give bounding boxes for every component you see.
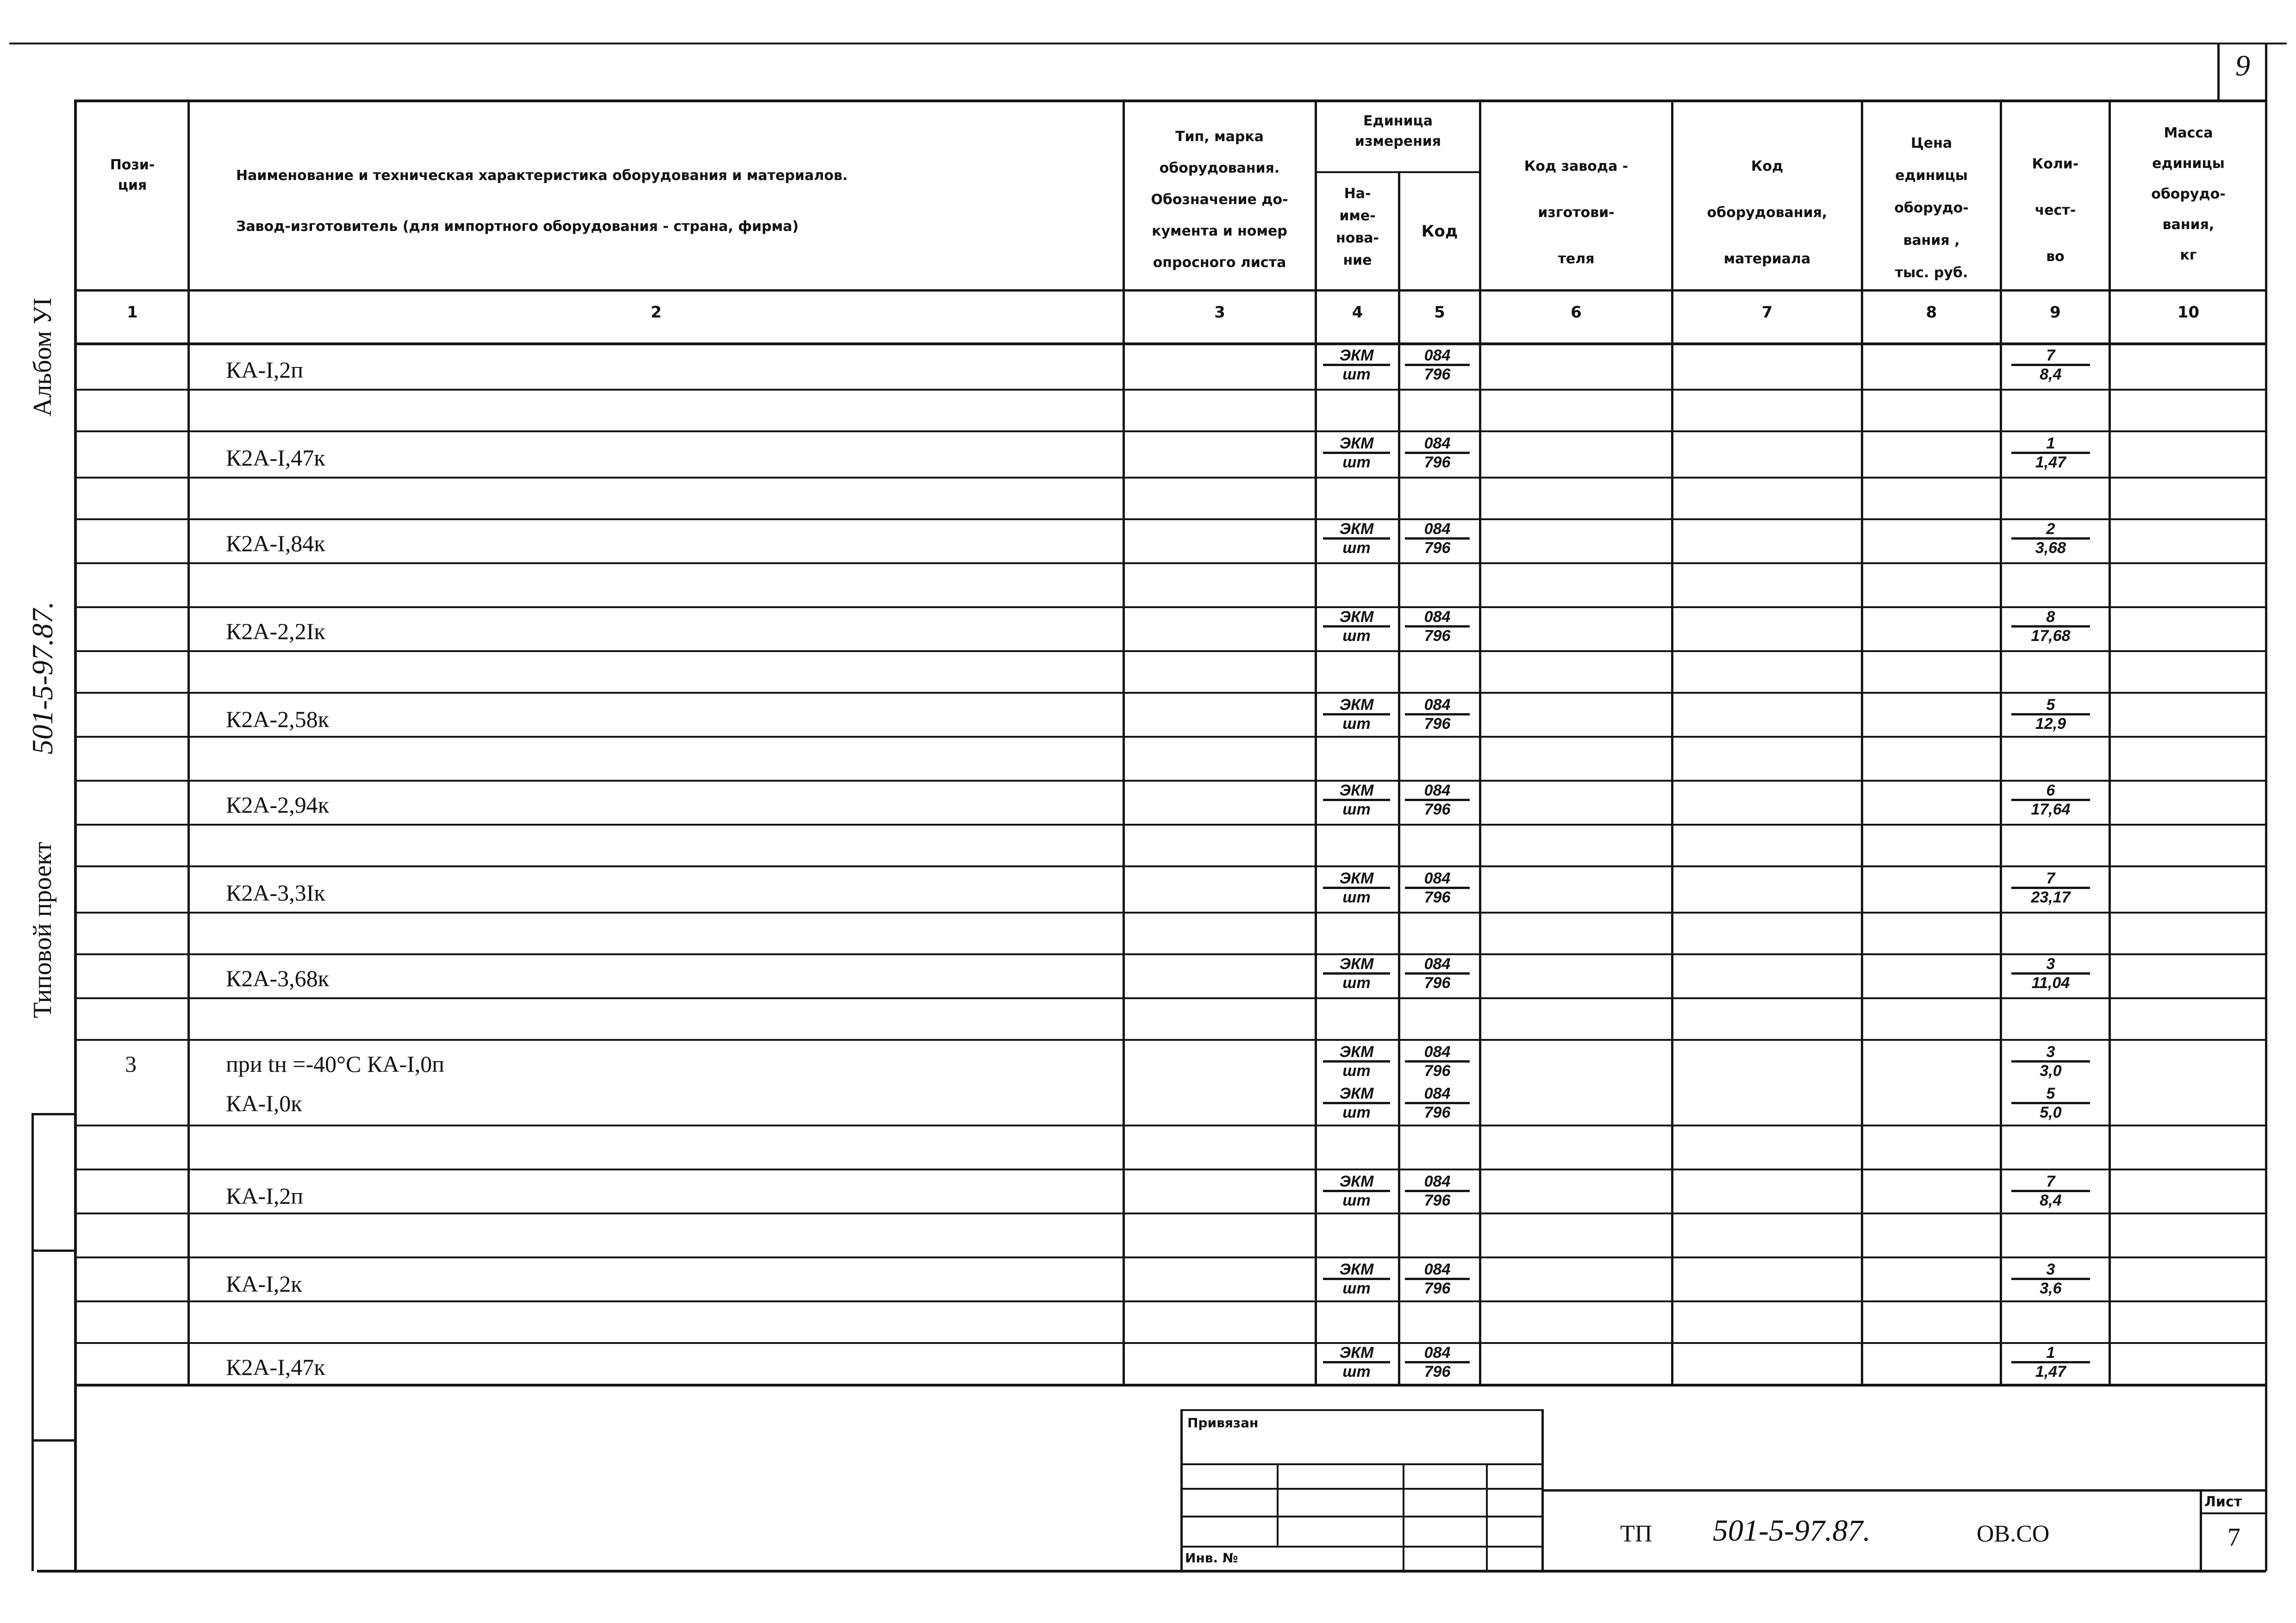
row-unit-denominator: шт (1342, 715, 1371, 733)
row-quantity-denominator: 17,64 (2031, 801, 2071, 818)
row-unit (1323, 956, 1390, 991)
header-equipment-code (1673, 143, 1861, 282)
row-quantity-numerator: 6 (2011, 782, 2090, 801)
row-unit-numerator: ЭКМ (1323, 1173, 1390, 1192)
row-quantity-numerator: 3 (2011, 1044, 2090, 1063)
side-label-type-project: Типовой проект (28, 841, 57, 1018)
row-quantity-denominator: 11,04 (2031, 974, 2070, 992)
row-quantity (2011, 435, 2090, 471)
row-unit-code-denominator: 796 (1424, 1062, 1451, 1080)
row-unit-code-denominator: 796 (1424, 1363, 1451, 1380)
column-number-7: 7 (1761, 303, 1773, 322)
row-quantity (2011, 1085, 2090, 1121)
header-type-line4: кумента и номер (1152, 223, 1287, 239)
row-unit-denominator: шт (1342, 454, 1371, 471)
row-name: К2А-2,2Iк (226, 618, 325, 644)
row-unit (1323, 435, 1390, 471)
row-separator (74, 1300, 2266, 1302)
row-unit-code (1405, 609, 1470, 644)
header-equipment-code-line3: материала (1723, 251, 1811, 267)
row-unit-code (1405, 521, 1470, 556)
stamp-main-line (1541, 1489, 2266, 1492)
header-quantity-line1: Коли- (2032, 156, 2079, 172)
header-price (1863, 127, 2000, 289)
header-price-line2: единицы (1895, 168, 1968, 184)
row-quantity-denominator: 3,0 (2040, 1062, 2062, 1080)
doc-number: 501-5-97.87. (1713, 1514, 1871, 1548)
row-name: К2А-I,84к (226, 530, 325, 556)
row-unit-code-numerator: 084 (1405, 1261, 1470, 1280)
header-position-line1: Пози- (110, 157, 155, 173)
row-quantity-denominator: 5,0 (2040, 1104, 2062, 1121)
row-quantity-numerator: 5 (2011, 1085, 2090, 1104)
header-equipment-code-line1: Код (1751, 158, 1784, 174)
row-unit-code-numerator: 084 (1405, 956, 1470, 975)
row-unit-code-numerator: 084 (1405, 1085, 1470, 1104)
row-separator (74, 1342, 2266, 1344)
row-quantity (2011, 1173, 2090, 1209)
page-number-box-left (2217, 44, 2220, 102)
row-unit (1323, 609, 1390, 644)
row-quantity-denominator: 3,6 (2040, 1280, 2062, 1297)
col-line-1 (187, 99, 190, 1386)
binding-strip-h3 (31, 1439, 75, 1442)
row-quantity-denominator: 12,9 (2035, 715, 2066, 733)
row-quantity-denominator: 8,4 (2040, 1192, 2062, 1209)
row-unit-code (1405, 347, 1470, 383)
row-separator (74, 562, 2266, 564)
row-unit (1323, 782, 1390, 818)
header-unit-name-line2: име- (1339, 208, 1376, 224)
table-bottom-line (74, 1384, 2266, 1387)
header-mass (2111, 118, 2266, 271)
page-number: 9 (2235, 49, 2250, 82)
header-name-line2: Завод-изготовитель (для импортного оборудования - страна, фирма) (236, 218, 799, 235)
top-border-line (9, 43, 2287, 44)
sheet-box-sep (2200, 1512, 2266, 1514)
header-unit (1317, 111, 1479, 152)
side-label-project-code: 501-5-97.87. (26, 601, 59, 754)
row-unit-denominator: шт (1342, 1363, 1371, 1380)
row-unit-numerator: ЭКМ (1323, 609, 1390, 628)
stamp-v3 (1403, 1463, 1404, 1571)
row-separator (74, 736, 2266, 738)
header-mass-line1: Масса (2164, 125, 2213, 141)
row-unit (1323, 521, 1390, 556)
row-separator (74, 1125, 2266, 1126)
header-unit-name (1317, 183, 1398, 272)
row-unit-code (1405, 956, 1470, 991)
row-unit-code (1405, 1173, 1470, 1209)
row-separator (74, 865, 2266, 867)
row-unit-numerator: ЭКМ (1323, 1344, 1390, 1363)
stamp-line-5 (1180, 1546, 1544, 1548)
doc-suffix: ОВ.СО (1977, 1521, 2050, 1547)
row-quantity (2011, 956, 2090, 991)
row-unit-code-denominator: 796 (1424, 627, 1451, 645)
row-unit-denominator: шт (1342, 974, 1371, 992)
row-unit-code-numerator: 084 (1405, 521, 1470, 540)
row-separator (74, 477, 2266, 479)
table-top-line (74, 99, 2266, 102)
row-unit-code-denominator: 796 (1424, 974, 1451, 992)
row-unit-code (1405, 1344, 1470, 1380)
row-name: К2А-3,68к (226, 965, 329, 991)
row-unit (1323, 1261, 1390, 1297)
header-price-line3: оборудо- (1894, 200, 1969, 216)
row-quantity (2011, 609, 2090, 644)
row-quantity (2011, 1344, 2090, 1380)
row-quantity-denominator: 17,68 (2031, 627, 2071, 645)
column-number-8: 8 (1926, 303, 1937, 322)
row-name: КА-I,2п (226, 357, 304, 383)
col-line-5 (1479, 99, 1481, 1386)
stamp-v2 (1277, 1463, 1279, 1547)
stamp-top-line (1180, 1409, 1544, 1411)
row-unit-denominator: шт (1342, 801, 1371, 818)
row-unit-denominator: шт (1342, 1280, 1371, 1297)
row-unit-numerator: ЭКМ (1323, 956, 1390, 975)
row-unit-code-denominator: 796 (1424, 889, 1451, 906)
col-line-4 (1398, 171, 1400, 1386)
sheet-number: 7 (2227, 1523, 2240, 1552)
row-unit-code-denominator: 796 (1424, 1192, 1451, 1209)
row-unit (1323, 1085, 1390, 1121)
sheet-label: Лист (2204, 1494, 2242, 1510)
row-unit-code-numerator: 084 (1405, 435, 1470, 454)
column-number-6: 6 (1571, 303, 1582, 322)
header-unit-code: Код (1421, 222, 1458, 241)
row-separator (74, 912, 2266, 914)
column-number-4: 4 (1352, 303, 1363, 322)
header-unit-name-line3: нова- (1335, 230, 1379, 246)
row-quantity (2011, 347, 2090, 383)
binding-strip-h2 (31, 1250, 75, 1252)
row-separator (74, 650, 2266, 652)
header-plant-code-line1: Код завода - (1524, 158, 1628, 174)
row-name: К2А-I,47к (226, 445, 325, 471)
row-quantity-numerator: 8 (2011, 609, 2090, 628)
row-separator (74, 780, 2266, 782)
row-quantity-numerator: 2 (2011, 521, 2090, 540)
binding-strip-line (31, 1113, 34, 1571)
header-mass-line5: кг (2180, 247, 2197, 263)
bound-label: Привязан (1187, 1415, 1259, 1430)
unit-subheader-line (1315, 171, 1479, 173)
header-unit-name-line4: ние (1343, 252, 1372, 268)
row-name: К2А-2,58к (226, 706, 329, 732)
header-type (1126, 121, 1313, 279)
row-name: КА-I,0к (226, 1090, 302, 1116)
row-name: К2А-3,3Iк (226, 880, 325, 906)
row-separator (74, 1039, 2266, 1041)
row-unit-code-numerator: 084 (1405, 609, 1470, 628)
row-unit-code (1405, 696, 1470, 732)
row-unit-numerator: ЭКМ (1323, 870, 1390, 889)
row-name: К2А-2,94к (226, 792, 329, 818)
row-unit-code-numerator: 084 (1405, 1173, 1470, 1192)
header-type-line3: Обозначение до- (1151, 192, 1288, 208)
header-unit-line1: Единица (1363, 113, 1433, 129)
header-plant-code-line2: изготови- (1538, 205, 1615, 221)
row-separator (74, 692, 2266, 694)
header-plant-code (1481, 143, 1671, 282)
row-name: КА-I,2п (226, 1183, 304, 1209)
header-type-line1: Тип, марка (1175, 129, 1264, 145)
row-unit-code (1405, 435, 1470, 471)
header-mass-line2: единицы (2152, 155, 2225, 172)
row-unit-numerator: ЭКМ (1323, 435, 1390, 454)
row-quantity-denominator: 1,47 (2035, 454, 2066, 471)
header-bottom-line (74, 289, 2266, 292)
header-name-line1: Наименование и техническая характеристика оборудования и материалов. (236, 168, 848, 184)
row-separator (74, 1213, 2266, 1214)
row-unit-code-denominator: 796 (1424, 454, 1451, 471)
column-number-2: 2 (650, 303, 662, 322)
row-quantity-numerator: 7 (2011, 870, 2090, 889)
row-unit-code-denominator: 796 (1424, 1104, 1451, 1121)
row-unit (1323, 347, 1390, 383)
header-name (194, 150, 1153, 252)
row-quantity-denominator: 8,4 (2040, 366, 2062, 383)
header-quantity-line2: чест- (2034, 202, 2076, 218)
row-unit-denominator: шт (1342, 539, 1371, 557)
column-number-3: 3 (1214, 303, 1225, 322)
row-separator (74, 1256, 2266, 1258)
row-quantity (2011, 521, 2090, 556)
row-unit-numerator: ЭКМ (1323, 521, 1390, 540)
header-position (77, 155, 188, 196)
row-separator (74, 1169, 2266, 1170)
row-unit-code-numerator: 084 (1405, 870, 1470, 889)
row-unit-denominator: шт (1342, 366, 1371, 383)
header-price-line5: тыс. руб. (1895, 265, 1968, 281)
row-quantity-numerator: 7 (2011, 1173, 2090, 1192)
col-line-9 (2109, 99, 2111, 1386)
colnum-bottom-line (74, 342, 2266, 345)
row-quantity-numerator: 1 (2011, 1344, 2090, 1363)
stamp-v4 (1486, 1463, 1488, 1571)
row-unit (1323, 1173, 1390, 1209)
header-equipment-code-line2: оборудования, (1707, 205, 1828, 221)
row-quantity-denominator: 3,68 (2035, 539, 2066, 557)
row-quantity (2011, 1044, 2090, 1079)
col-line-8 (2000, 99, 2002, 1386)
stamp-line-2 (1180, 1463, 1544, 1465)
row-separator (74, 824, 2266, 826)
row-unit-code (1405, 1261, 1470, 1297)
inventory-label: Инв. № (1185, 1550, 1238, 1566)
header-quantity (2002, 141, 2109, 280)
row-separator (74, 606, 2266, 608)
row-unit-code-denominator: 796 (1424, 539, 1451, 557)
row-unit-numerator: ЭКМ (1323, 1085, 1390, 1104)
row-separator (74, 518, 2266, 520)
row-quantity-numerator: 3 (2011, 956, 2090, 975)
row-position: 3 (125, 1051, 137, 1077)
row-name: К2А-I,47к (226, 1354, 325, 1380)
row-quantity (2011, 870, 2090, 906)
row-unit-denominator: шт (1342, 627, 1371, 645)
column-number-1: 1 (127, 303, 138, 322)
header-quantity-line3: во (2046, 249, 2065, 265)
col-line-2 (1123, 99, 1125, 1386)
row-quantity-denominator: 23,17 (2031, 889, 2071, 906)
row-unit (1323, 1044, 1390, 1079)
row-unit-denominator: шт (1342, 889, 1371, 906)
doc-prefix: ТП (1620, 1521, 1653, 1547)
row-quantity-denominator: 1,47 (2035, 1363, 2066, 1380)
sheet-bottom-line (37, 1570, 2266, 1573)
row-quantity-numerator: 7 (2011, 347, 2090, 366)
row-separator (74, 430, 2266, 432)
row-quantity (2011, 696, 2090, 732)
row-unit-code-denominator: 796 (1424, 715, 1451, 733)
row-quantity (2011, 1261, 2090, 1297)
row-quantity-numerator: 5 (2011, 696, 2090, 715)
row-unit-numerator: ЭКМ (1323, 347, 1390, 366)
row-unit-code (1405, 1085, 1470, 1121)
row-unit-code-numerator: 084 (1405, 1344, 1470, 1363)
row-separator (74, 997, 2266, 999)
row-unit-code (1405, 870, 1470, 906)
row-unit (1323, 1344, 1390, 1380)
header-type-line5: опросного листа (1153, 255, 1286, 271)
row-unit-denominator: шт (1342, 1192, 1371, 1209)
row-separator (74, 389, 2266, 391)
row-unit-code-numerator: 084 (1405, 782, 1470, 801)
stamp-v1 (1180, 1409, 1183, 1571)
row-unit-code-denominator: 796 (1424, 801, 1451, 818)
row-quantity-numerator: 3 (2011, 1261, 2090, 1280)
row-unit-denominator: шт (1342, 1062, 1371, 1080)
row-unit-code (1405, 1044, 1470, 1079)
header-type-line2: оборудования. (1159, 160, 1280, 176)
column-number-10: 10 (2177, 303, 2200, 322)
row-separator (74, 953, 2266, 955)
header-unit-line2: измерения (1354, 133, 1441, 149)
header-unit-name-line1: На- (1344, 186, 1371, 202)
row-unit-code-denominator: 796 (1424, 1280, 1451, 1297)
col-line-7 (1861, 99, 1863, 1386)
row-quantity (2011, 782, 2090, 818)
row-unit-numerator: ЭКМ (1323, 1261, 1390, 1280)
column-number-9: 9 (2050, 303, 2061, 322)
row-name: при tн =-40°С КА-I,0п (226, 1051, 444, 1077)
row-name: КА-I,2к (226, 1271, 302, 1297)
row-unit-code-numerator: 084 (1405, 347, 1470, 366)
row-unit-code (1405, 782, 1470, 818)
row-unit-code-denominator: 796 (1424, 366, 1451, 383)
header-plant-code-line3: теля (1558, 251, 1595, 267)
header-mass-line3: оборудо- (2151, 186, 2226, 202)
col-line-6 (1671, 99, 1673, 1386)
row-quantity-numerator: 1 (2011, 435, 2090, 454)
header-position-line2: ция (118, 177, 147, 193)
row-unit-denominator: шт (1342, 1104, 1371, 1121)
row-unit-code-numerator: 084 (1405, 696, 1470, 715)
side-label-album: Альбом УI (28, 297, 57, 417)
binding-strip-h1 (31, 1113, 75, 1115)
column-number-5: 5 (1434, 303, 1445, 322)
stamp-line-3 (1180, 1488, 1544, 1490)
row-unit-numerator: ЭКМ (1323, 696, 1390, 715)
header-mass-line4: вания, (2162, 217, 2215, 233)
row-unit (1323, 696, 1390, 732)
row-unit-code-numerator: 084 (1405, 1044, 1470, 1063)
header-price-line1: Цена (1910, 135, 1953, 151)
row-unit-numerator: ЭКМ (1323, 782, 1390, 801)
header-price-line4: вания , (1903, 232, 1960, 249)
stamp-line-4 (1180, 1516, 1544, 1517)
col-line-3 (1315, 99, 1317, 1386)
row-unit (1323, 870, 1390, 906)
row-unit-numerator: ЭКМ (1323, 1044, 1390, 1063)
